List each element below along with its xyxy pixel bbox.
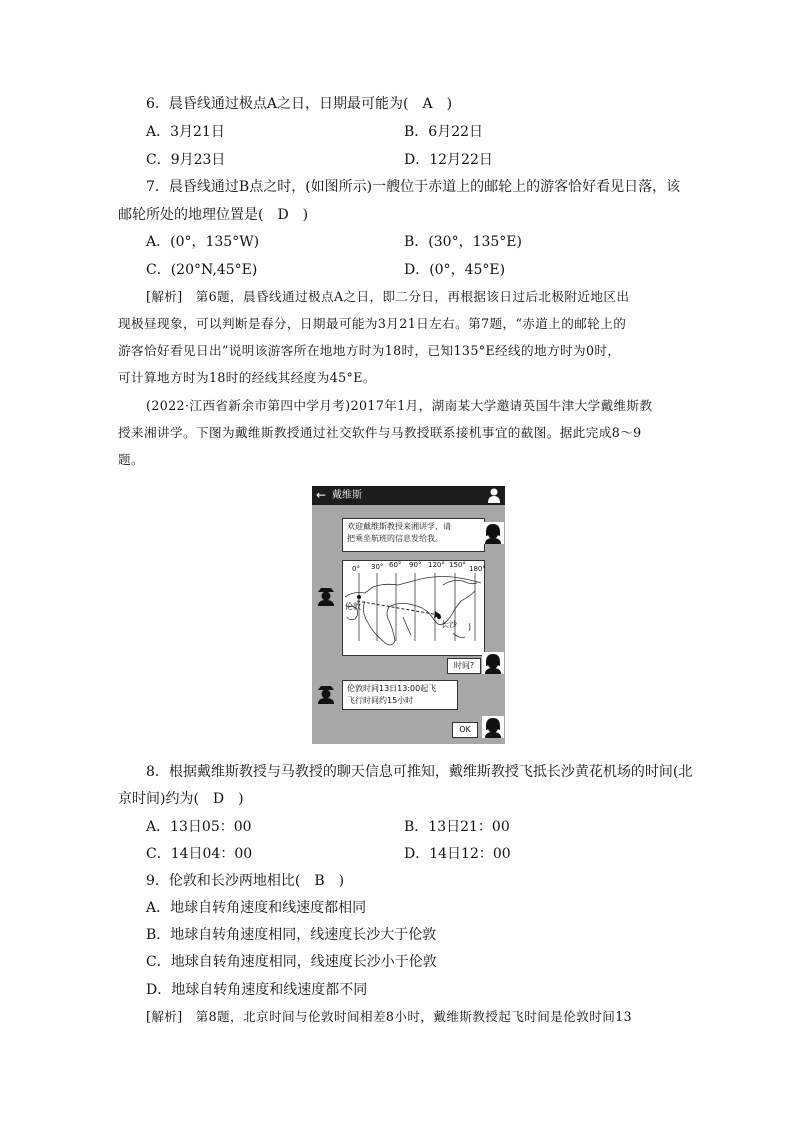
chat-title: 戴维斯 <box>332 490 362 501</box>
world-map <box>342 560 485 656</box>
chat-header <box>312 486 505 505</box>
message-bubble: 欢迎戴维斯教授来湘讲学，请 把乘坐航班的信息发给我。 <box>342 518 485 552</box>
q8-stem: 8．根据戴维斯教授与马教授的聊天信息可推知，戴维斯教授飞抵长沙黄花机场的时间(北 <box>146 764 693 780</box>
lon-label: 60° <box>389 561 402 569</box>
message-bubble: 时间? <box>447 658 481 674</box>
city-label-london: 伦敦 <box>345 602 361 611</box>
avatar-icon <box>315 584 337 606</box>
q9-option-d: D．地球自转角速度和线速度都不同 <box>146 982 368 998</box>
q8-option-b: B．13日21：00 <box>404 819 510 835</box>
q8-option-c: C．14日04：00 <box>146 846 253 862</box>
q7-option-c: C．(20°N,45°E) <box>146 262 258 278</box>
q6-option-b: B．6月22日 <box>404 124 484 140</box>
user-icon[interactable] <box>487 487 501 503</box>
q8-option-a: A．13日05：00 <box>146 819 252 835</box>
analysis-line: [解析] 第6题，晨昏线通过极点A之日，即二分日，再根据该日过后北极附近地区出 <box>146 289 630 304</box>
q6-option-d: D．12月22日 <box>404 152 493 168</box>
city-label-changsha: 长沙 <box>441 620 457 629</box>
q9-option-b: B．地球自转角速度相同，线速度长沙大于伦敦 <box>146 927 437 943</box>
lon-label: 90° <box>409 561 422 569</box>
intro-line: (2022·江西省新余市第四中学月考)2017年1月，湖南某大学邀请英国牛津大学戴维斯教 <box>146 398 653 413</box>
map-drawing <box>343 561 484 655</box>
intro-line: 授来湘讲学。下图为戴维斯教授通过社交软件与马教授联系接机事宜的截图。据此完成8～9 <box>118 425 642 440</box>
q8-option-d: D．14日12：00 <box>404 846 511 862</box>
q7-option-d: D．(0°，45°E) <box>404 262 506 278</box>
intro-line: 题。 <box>118 452 144 467</box>
lon-label: 150° <box>449 561 466 569</box>
avatar-icon <box>315 682 337 704</box>
q9-option-a: A．地球自转角速度和线速度都相同 <box>146 900 367 916</box>
avatar-icon <box>482 652 504 674</box>
lon-label: 30° <box>371 563 384 571</box>
lon-label: 120° <box>428 561 445 569</box>
q7-option-b: B．(30°，135°E) <box>404 234 522 250</box>
back-arrow-icon[interactable]: ← <box>316 488 327 502</box>
analysis-line: 现极昼现象，可以判断是春分，日期最可能为3月21日左右。第7题，“赤道上的邮轮上的 <box>118 316 627 331</box>
chat-screenshot <box>312 486 505 744</box>
q9-option-c: C．地球自转角速度相同，线速度长沙小于伦敦 <box>146 954 437 970</box>
q6-option-c: C．9月23日 <box>146 152 226 168</box>
analysis-line: 可计算地方时为18时的经线其经度为45°E。 <box>118 370 376 385</box>
lon-label: 0° <box>352 565 360 573</box>
message-bubble: 伦敦时间13日13:00起飞 飞行时间约15小时 <box>342 680 458 710</box>
avatar-icon <box>482 716 504 738</box>
q7-stem: 7．晨昏线通过B点之时，(如图所示)一艘位于赤道上的邮轮上的游客恰好看见日落，该 <box>146 179 681 195</box>
q8-stem-cont: 京时间)约为( D ) <box>118 791 244 807</box>
analysis-line: 游客恰好看见日出”说明该游客所在地地方时为18时，已知135°E经线的地方时为0时， <box>118 343 621 358</box>
q6-stem: 6．晨昏线通过极点A之日，日期最可能为( A ) <box>146 96 453 112</box>
ok-button[interactable]: OK <box>452 722 478 738</box>
q6-option-a: A．3月21日 <box>146 124 225 140</box>
lon-label: 180° <box>469 565 486 573</box>
q7-option-a: A．(0°，135°W) <box>146 234 260 250</box>
q7-stem-cont: 邮轮所处的地理位置是( D ) <box>118 207 309 223</box>
q9-stem: 9．伦敦和长沙两地相比( B ) <box>146 873 345 889</box>
analysis-line: [解析] 第8题，北京时间与伦敦时间相差8小时，戴维斯教授起飞时间是伦敦时间13 <box>146 1009 633 1024</box>
avatar-icon <box>482 522 504 544</box>
